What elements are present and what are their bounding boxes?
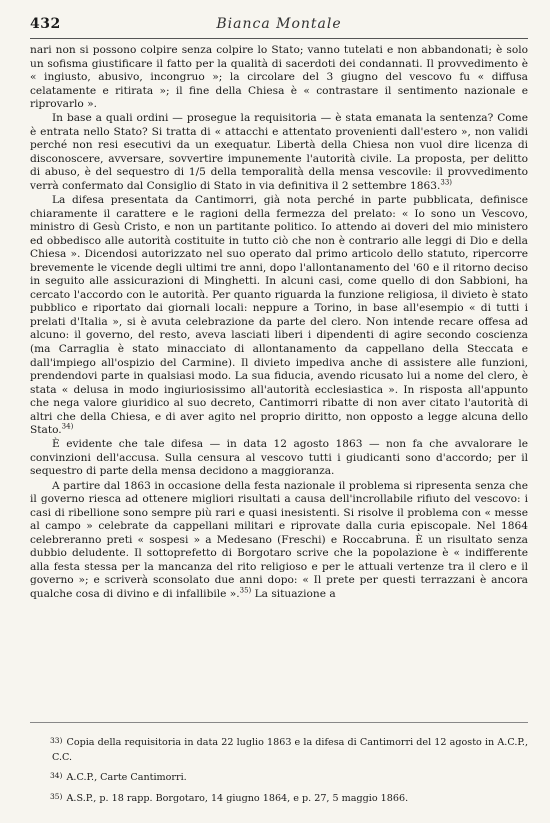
footnote-text: Copia della requisitoria in data 22 luglio 1863 e la difesa di Cantimorri del 12 agosto in A.C.P., C.C. [52,737,528,763]
footnote-34 [30,769,528,786]
footnotes [30,734,528,810]
footnote-35 [30,790,528,807]
footnote-number: 35) [50,791,63,801]
footnote-text: A.S.P., p. 18 rapp. Borgotaro, 14 giugno 1864, e p. 27, 5 maggio 1866. [66,792,409,804]
footnote-text: A.C.P., Carte Cantimorri. [66,772,187,783]
page-header [30,12,528,38]
footnote-ref-35[interactable]: 35) [239,586,252,595]
footnote-ref-34[interactable]: 34) [61,422,74,431]
paragraph-5: A partire dal 1863 in occasione della festa nazionale il problema si ripresenta senza che il governo riesca ad ottenere migliori risultati a causa dell'incrollabile rifiuto del vescovo: i casi di ribellione sono sempre più rari e quasi inesistenti. Si risolve il problema con « messe al campo » celebrate da cappellani militari e riprovate dalla curia episcopale. Nel 1864 celebreranno preti « sospesi » a Medesano (Freschi) e Roccabruna. È un risultato senza dubbio deludente. Il sottoprefetto di Borgotaro scrive che la popolazione è « indifferente alla festa stessa per la mancanza del rito religioso e per le attuali vertenze tra il clero e il governo »; e scriverà sconsolato due anni dopo: « Il prete per questi terrazzani è ancora qualche cosa di divino e di infallibile ».$^{35)}$ La situazione a [30,479,528,600]
paragraph-4: È evidente che tale difesa — in data 12 agosto 1863 — non fa che avvalorare le convinzioni dell'accusa. Sulla censura al vescovo tutti i giudicanti sono d'accordo; per il sequestro di parte della mensa decidono a maggioranza. [30,438,528,478]
footnote-separator [30,722,528,723]
footnote-33 [30,734,528,765]
paragraph-1: nari non si possono colpire senza colpire lo Stato; vanno tutelati e non abbandonati; è solo un sofisma giustificare il fatto per la qualità di sacerdoti dei condannati. Il provvedimento è « ingiusto, abusivo, incongruo »; la circolare del 3 giugno del vescovo fu « diffusa celatamente e ritirata »; il fine della Chiesa è « contrastare il sentimento nazionale e riprovarlo ». [30,44,528,111]
footnote-number: 34) [50,771,63,780]
paragraph-2: In base a quali ordini — prosegue la requisitoria — è stata emanata la sentenza? Come è entrata nello Stato? Si tratta di « attacchi e attentato provenienti dall'estero », non validi perché non resi esecutivi da un exequatur. Libertà della Chiesa non vuol dire licenza di disconoscere, avversare, sovvertire impunemente l'autorità civile. La proposta, per delitto di abuso, è del sequestro di 1/5 della temporalità della mensa vescovile: il provvedimento verrà confermato dal Consiglio di Stato in via definitiva il 2 settembre 1863.$^{33)}$ [30,112,528,192]
running-title: Bianca Montale [216,16,342,32]
footnote-number: 33) [50,736,63,745]
page-number: 432 [30,16,61,32]
header-rule [30,38,528,39]
footnote-ref-33[interactable]: 33) [440,178,452,187]
main-text [30,44,528,601]
paragraph-3: La difesa presentata da Cantimorri, già nota perché in parte pubblicata, definisce chiaramente il carattere e le ragioni della fermezza del prelato: « Io sono un Vescovo, ministro di Gesù Cristo, e non un partitante politico. Io attendo ai doveri del mio ministero ed obbedisco alle autorità costituite in tutto ciò che non è contrario alle leggi di Dio e della Chiesa ». Dicendosi autorizzato nel suo operato dal primo articolo dello statuto, ripercorre brevemente le vicende degli ultimi tre anni, dopo l'allontanamento del '60 e il ritorno deciso in seguito alle assicurazioni di Minghetti. In alcuni casi, come quello di don Sabbioni, ha cercato l'accordo con le autorità. Per quanto riguarda la funzione religiosa, il divieto è stato pubblico e riportato dai giornali locali: neppure a Torino, in base all'esempio « di tutti i prelati d'Italia », si è avuta celebrazione da parte del clero. Non intende recare offesa ad alcuno: il governo, del resto, aveva lasciati liberi i dipendenti di agire secondo coscienza (ma Carraglia è stato minacciato di allontanamento da cappellano della Steccata e dall'impiego all'ospizio del Carmine). Il divieto impediva anche di assistere alle funzioni, prendendovi parte in qualsiasi modo. La sua fiducia, avendo ricusato lui a nome del clero, è stata « delusa in modo ingiuriosissimo all'autorità ecclesiastica ». In risposta all'appunto che nega valore giuridico al suo decreto, Cantimorri ribatte di non aver citato l'autorità di altri che della Chiesa, e di aver agito nel proprio diritto, non opposto a legge alcuna dello Stato.$^{34)}$ [30,194,528,437]
